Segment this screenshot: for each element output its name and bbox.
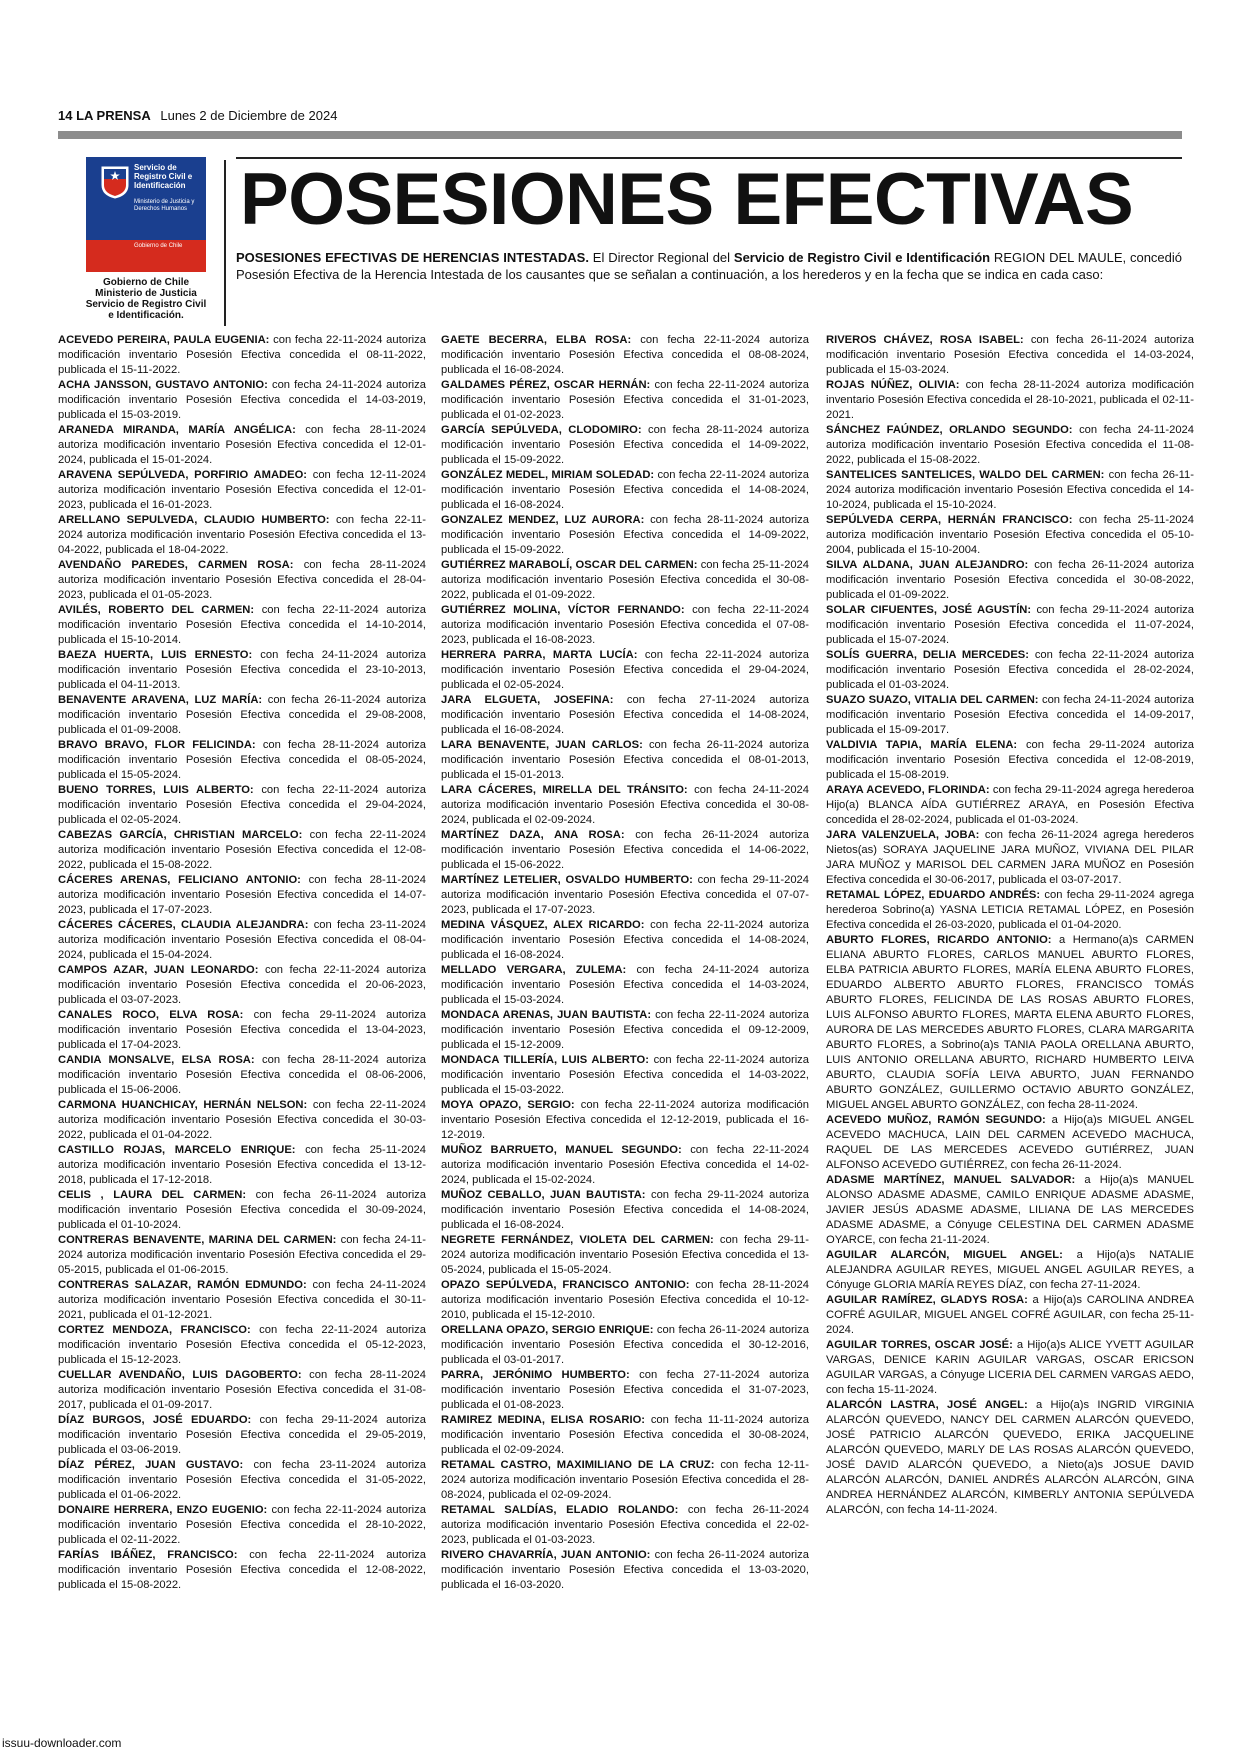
notice-text: con fecha 29-11-2024 autoriza modificación inventario Posesión Efectiva concedida el 14-08-2024, publicada el 16-08-2024. bbox=[441, 1189, 809, 1231]
notice-text: a Hijo(a)s MANUEL ALONSO ADASME ADASME, CAMILO ENRIQUE ADASME ADASME, JAVIER JESÚS ADASME ADASME, LILIANA DE LAS MERCEDES ADASME ADASME, a Cónyuge CELESTINA DEL CARMEN ADASME OYARCE, con fecha 21-11-2024. bbox=[826, 1174, 1194, 1246]
notice-text: con fecha 24-11-2024 autoriza modificación inventario Posesión Efectiva concedida el 30-08-2024, publicada el 02-09-2024. bbox=[441, 784, 809, 826]
decedent-name: GARCÍA SEPÚLVEDA, CLODOMIRO: bbox=[441, 424, 642, 436]
notice-entry bbox=[826, 468, 1194, 513]
notice-entry bbox=[58, 828, 426, 873]
decedent-name: LARA CÁCERES, MIRELLA DEL TRÁNSITO: bbox=[441, 784, 688, 796]
notice-text: con fecha 26-11-2024 autoriza modificación inventario Posesión Efectiva concedida el 08-01-2013, publicada el 15-01-2013. bbox=[441, 739, 809, 781]
decedent-name: SANTELICES SANTELICES, WALDO DEL CARMEN: bbox=[826, 469, 1105, 481]
decedent-name: ACEVEDO MUÑOZ, RAMÓN SEGUNDO: bbox=[826, 1114, 1046, 1126]
notice-text: con fecha 23-11-2024 autoriza modificación inventario Posesión Efectiva concedida el 31-05-2022, publicada el 01-06-2022. bbox=[58, 1459, 426, 1501]
notice-entry bbox=[441, 1143, 809, 1188]
decedent-name: AVILÉS, ROBERTO DEL CARMEN: bbox=[58, 604, 255, 616]
notice-entry bbox=[826, 423, 1194, 468]
decedent-name: ALARCÓN LASTRA, JOSÉ ANGEL: bbox=[826, 1399, 1028, 1411]
caption-line: Servicio de Registro Civil bbox=[85, 299, 207, 310]
decedent-name: RETAMAL LÓPEZ, EDUARDO ANDRÉS: bbox=[826, 889, 1041, 901]
logo-ministry: Ministerio de Justicia y Derechos Humanos bbox=[134, 199, 195, 212]
notice-text: con fecha 24-11-2024 autoriza modificación inventario Posesión Efectiva concedida el 23-10-2013, publicada el 04-11-2013. bbox=[58, 649, 426, 691]
decedent-name: BENAVENTE ARAVENA, LUZ MARÍA: bbox=[58, 694, 263, 706]
notice-text: con fecha 22-11-2024 autoriza modificación inventario Posesión Efectiva concedida el 28-10-2022, publicada el 02-11-2022. bbox=[58, 1504, 426, 1546]
notice-entry bbox=[441, 1188, 809, 1233]
decedent-name: CONTRERAS SALAZAR, RAMÓN EDMUNDO: bbox=[58, 1279, 307, 1291]
decedent-name: ARELLANO SEPULVEDA, CLAUDIO HUMBERTO: bbox=[58, 514, 330, 526]
notice-entry bbox=[826, 693, 1194, 738]
notice-text: con fecha 26-11-2024 autoriza modificación inventario Posesión Efectiva concedida el 29-08-2008, publicada el 01-09-2008. bbox=[58, 694, 427, 736]
decedent-name: CUELLAR AVENDAÑO, LUIS DAGOBERTO: bbox=[58, 1369, 302, 1381]
notice-text: con fecha 22-11-2024 autoriza modificación inventario Posesión Efectiva concedida el 13-04-2022, publicada el 18-04-2022. bbox=[58, 514, 426, 556]
notice-text: con fecha 28-11-2024 autoriza modificación inventario Posesión Efectiva concedida el 10-12-2010, publicada el 15-12-2010. bbox=[441, 1279, 809, 1321]
notice-text: con fecha 29-11-2024 autoriza modificación inventario Posesión Efectiva concedida el 11-07-2024, publicada el 15-07-2024. bbox=[826, 604, 1194, 646]
notice-entry bbox=[441, 333, 809, 378]
source-watermark: issuu-downloader.com bbox=[2, 1736, 122, 1750]
logo-government: Gobierno de Chile bbox=[134, 243, 183, 249]
registro-civil-logo bbox=[86, 157, 206, 272]
decedent-name: MELLADO VERGARA, ZULEMA: bbox=[441, 964, 627, 976]
decedent-name: MUÑOZ BARRUETO, MANUEL SEGUNDO: bbox=[441, 1144, 682, 1156]
decedent-name: DÍAZ PÉREZ, JUAN GUSTAVO: bbox=[58, 1459, 244, 1471]
notice-text: con fecha 29-11-2024 autoriza modificación inventario Posesión Efectiva concedida el 29-05-2019, publicada el 03-06-2019. bbox=[58, 1414, 426, 1456]
notice-entry bbox=[826, 828, 1194, 888]
decedent-name: SOLÍS GUERRA, DELIA MERCEDES: bbox=[826, 649, 1029, 661]
notice-entry bbox=[58, 1053, 426, 1098]
notice-entry bbox=[826, 1173, 1194, 1248]
notice-entry bbox=[58, 1233, 426, 1278]
page-folio bbox=[58, 108, 337, 123]
notice-entry bbox=[58, 918, 426, 963]
decedent-name: SOLAR CIFUENTES, JOSÉ AGUSTÍN: bbox=[826, 604, 1032, 616]
notice-entry bbox=[58, 738, 426, 783]
notice-entry bbox=[826, 933, 1194, 1113]
notice-text: con fecha 26-11-2024 autoriza modificación inventario Posesión Efectiva concedida el 13-03-2020, publicada el 16-03-2020. bbox=[441, 1549, 809, 1591]
notice-entry bbox=[441, 513, 809, 558]
notice-entry bbox=[58, 1503, 426, 1548]
decedent-name: ADASME MARTÍNEZ, MANUEL SALVADOR: bbox=[826, 1174, 1076, 1186]
notice-entry bbox=[441, 1548, 809, 1593]
decedent-name: ARANEDA MIRANDA, MARÍA ANGÉLICA: bbox=[58, 424, 296, 436]
notice-text: con fecha 27-11-2024 autoriza modificación inventario Posesión Efectiva concedida el 14-08-2024, publicada el 16-08-2024. bbox=[441, 694, 809, 736]
notice-text: con fecha 26-11-2024 autoriza modificación inventario Posesión Efectiva concedida el 14-10-2024, publicada el 15-10-2024. bbox=[826, 469, 1194, 511]
notice-entry bbox=[58, 783, 426, 828]
decedent-name: MEDINA VÁSQUEZ, ALEX RICARDO: bbox=[441, 919, 645, 931]
notice-text: con fecha 22-11-2024 autoriza modificación inventario Posesión Efectiva concedida el 30-03-2022, publicada el 01-04-2022. bbox=[58, 1099, 426, 1141]
intro-lead: POSESIONES EFECTIVAS DE HERENCIAS INTESTADAS. bbox=[236, 250, 589, 265]
decedent-name: AVENDAÑO PAREDES, CARMEN ROSA: bbox=[58, 559, 294, 571]
intro-text-1: El Director Regional del bbox=[588, 250, 734, 265]
header-divider bbox=[224, 160, 226, 326]
notice-text: con fecha 26-11-2024 autoriza modificación inventario Posesión Efectiva concedida el 30-09-2024, publicada el 01-10-2024. bbox=[58, 1189, 426, 1231]
decedent-name: ORELLANA OPAZO, SERGIO ENRIQUE: bbox=[441, 1324, 654, 1336]
decedent-name: FARÍAS IBÁÑEZ, FRANCISCO: bbox=[58, 1549, 238, 1561]
decedent-name: MARTÍNEZ DAZA, ANA ROSA: bbox=[441, 829, 625, 841]
notice-entry bbox=[826, 1338, 1194, 1398]
notice-entry bbox=[826, 1248, 1194, 1293]
notice-text: con fecha 22-11-2024 autoriza modificación inventario Posesión Efectiva concedida el 14-10-2014, publicada el 15-10-2014. bbox=[58, 604, 426, 646]
notice-text: con fecha 22-11-2024 autoriza modificación inventario Posesión Efectiva concedida el 08-08-2024, publicada el 16-08-2024. bbox=[441, 334, 809, 376]
decedent-name: LARA BENAVENTE, JUAN CARLOS: bbox=[441, 739, 643, 751]
decedent-name: MONDACA TILLERÍA, LUIS ALBERTO: bbox=[441, 1054, 649, 1066]
caption-line: Gobierno de Chile bbox=[102, 277, 190, 288]
notice-entry bbox=[58, 603, 426, 648]
notice-text: con fecha 22-11-2024 autoriza modificación inventario Posesión Efectiva concedida el 14-03-2022, publicada el 15-03-2022. bbox=[441, 1054, 809, 1096]
decedent-name: GUTIÉRREZ MOLINA, VÍCTOR FERNANDO: bbox=[441, 604, 685, 616]
decedent-name: GONZALEZ MENDEZ, LUZ AURORA: bbox=[441, 514, 645, 526]
decedent-name: MOYA OPAZO, SERGIO: bbox=[441, 1099, 575, 1111]
notice-text: con fecha 28-11-2024 autoriza modificación inventario Posesión Efectiva concedida el 08-06-2006, publicada el 15-06-2006. bbox=[58, 1054, 426, 1096]
decedent-name: RAMIREZ MEDINA, ELISA ROSARIO: bbox=[441, 1414, 646, 1426]
decedent-name: DÍAZ BURGOS, JOSÉ EDUARDO: bbox=[58, 1414, 252, 1426]
notice-text: con fecha 26-11-2024 agrega herederos Nietos(as) SORAYA JAQUELINE JARA MUÑOZ, VIVIANA DEL PILAR JARA MUÑOZ y MARISOL DEL CARMEN JARA MUÑOZ en Posesión Efectiva concedida el 30-06-2017, publicada el 03-07-2017. bbox=[826, 829, 1194, 886]
decedent-name: ABURTO FLORES, RICARDO ANTONIO: bbox=[826, 934, 1052, 946]
decedent-name: CÁCERES ARENAS, FELICIANO ANTONIO: bbox=[58, 874, 301, 886]
notice-entry bbox=[441, 648, 809, 693]
notice-entry bbox=[826, 783, 1194, 828]
decedent-name: BAEZA HUERTA, LUIS ERNESTO: bbox=[58, 649, 253, 661]
decedent-name: PARRA, JERÓNIMO HUMBERTO: bbox=[441, 1369, 630, 1381]
notice-text: con fecha 28-11-2024 autoriza modificación inventario Posesión Efectiva concedida el 28-04-2023, publicada el 01-05-2023. bbox=[58, 559, 426, 601]
notice-text: con fecha 11-11-2024 autoriza modificación inventario Posesión Efectiva concedida el 30-08-2024, publicada el 02-09-2024. bbox=[441, 1414, 809, 1456]
notice-text: con fecha 22-11-2024 autoriza modificación inventario Posesión Efectiva concedida el 05-12-2023, publicada el 15-12-2023. bbox=[58, 1324, 426, 1366]
column-3 bbox=[826, 333, 1194, 1518]
intro-paragraph bbox=[236, 249, 1182, 283]
notice-text: a Hijo(a)s CAROLINA ANDREA COFRÉ AGUILAR, MIGUEL ANGEL COFRÉ AGUILAR, con fecha 25-11-2024. bbox=[826, 1294, 1194, 1336]
notice-text: con fecha 22-11-2024 autoriza modificación inventario Posesión Efectiva concedida el 12-08-2022, publicada el 15-08-2022. bbox=[58, 829, 426, 871]
page-title: POSESIONES EFECTIVAS bbox=[240, 159, 1134, 240]
decedent-name: DONAIRE HERRERA, ENZO EUGENIO: bbox=[58, 1504, 268, 1516]
notice-text: con fecha 29-11-2024 autoriza modificación inventario Posesión Efectiva concedida el 13-05-2024, publicada el 15-05-2024. bbox=[441, 1234, 809, 1276]
notice-entry bbox=[58, 1323, 426, 1368]
notice-entry bbox=[826, 333, 1194, 378]
notice-entry bbox=[58, 468, 426, 513]
notice-text: con fecha 25-11-2024 autoriza modificación inventario Posesión Efectiva concedida el 05-10-2004, publicada el 15-10-2004. bbox=[826, 514, 1194, 556]
notice-text: a Hijo(a)s NATALIE ALEJANDRA AGUILAR REYES, MIGUEL ANGEL AGUILAR REYES, a Cónyuge GLORIA MARÍA REYES DÍAZ, con fecha 27-11-2024. bbox=[826, 1249, 1194, 1291]
notice-entry bbox=[826, 1113, 1194, 1173]
notice-entry bbox=[58, 1008, 426, 1053]
notice-text: con fecha 24-11-2024 autoriza modificación inventario Posesión Efectiva concedida el 29-05-2015, publicada el 01-06-2015. bbox=[58, 1234, 426, 1276]
caption-line: e Identificación. bbox=[108, 310, 184, 321]
notice-text: con fecha 29-11-2024 autoriza modificación inventario Posesión Efectiva concedida el 12-08-2019, publicada el 15-08-2019. bbox=[826, 739, 1194, 781]
notice-entry bbox=[58, 1098, 426, 1143]
notice-text: con fecha 22-11-2024 autoriza modificación inventario Posesión Efectiva concedida el 29-04-2024, publicada el 02-05-2024. bbox=[58, 784, 426, 826]
notice-text: con fecha 28-11-2024 autoriza modificación inventario Posesión Efectiva concedida el 31-08-2017, publicada el 01-09-2017. bbox=[58, 1369, 426, 1411]
logo-caption bbox=[76, 277, 216, 321]
notice-entry bbox=[58, 1143, 426, 1188]
decedent-name: CANDIA MONSALVE, ELSA ROSA: bbox=[58, 1054, 255, 1066]
notice-text: con fecha 28-11-2024 autoriza modificación inventario Posesión Efectiva concedida el 14-09-2022, publicada el 15-09-2022. bbox=[441, 514, 809, 556]
decedent-name: CABEZAS GARCÍA, CHRISTIAN MARCELO: bbox=[58, 829, 303, 841]
decedent-name: AGUILAR TORRES, OSCAR JOSÉ: bbox=[826, 1339, 1013, 1351]
notice-text: con fecha 28-11-2024 autoriza modificación inventario Posesión Efectiva concedida el 08-05-2024, publicada el 15-05-2024. bbox=[58, 739, 426, 781]
notice-entry bbox=[441, 1098, 809, 1143]
decedent-name: CÁCERES CÁCERES, CLAUDIA ALEJANDRA: bbox=[58, 919, 309, 931]
notice-text: con fecha 25-11-2024 autoriza modificación inventario Posesión Efectiva concedida el 13-12-2018, publicada el 17-12-2018. bbox=[58, 1144, 426, 1186]
decedent-name: CARMONA HUANCHICAY, HERNÁN NELSON: bbox=[58, 1099, 308, 1111]
column-2 bbox=[441, 333, 809, 1593]
issue-date: Lunes 2 de Diciembre de 2024 bbox=[160, 108, 338, 123]
decedent-name: CANALES ROCO, ELVA ROSA: bbox=[58, 1009, 244, 1021]
notice-entry bbox=[441, 738, 809, 783]
notice-text: con fecha 28-11-2024 autoriza modificación inventario Posesión Efectiva concedida el 14-07-2023, publicada el 17-07-2023. bbox=[58, 874, 426, 916]
notice-text: con fecha 26-11-2024 autoriza modificación inventario Posesión Efectiva concedida el 30-12-2016, publicada el 03-01-2017. bbox=[441, 1324, 809, 1366]
notice-entry bbox=[441, 873, 809, 918]
decedent-name: ACHA JANSSON, GUSTAVO ANTONIO: bbox=[58, 379, 268, 391]
notice-text: con fecha 24-11-2024 autoriza modificación inventario Posesión Efectiva concedida el 14-03-2019, publicada el 15-03-2019. bbox=[58, 379, 426, 421]
notice-entry bbox=[826, 648, 1194, 693]
coat-of-arms-icon bbox=[100, 165, 130, 199]
decedent-name: ARAVENA SEPÚLVEDA, PORFIRIO AMADEO: bbox=[58, 469, 308, 481]
notice-text: con fecha 23-11-2024 autoriza modificación inventario Posesión Efectiva concedida el 08-04-2024, publicada el 15-04-2024. bbox=[58, 919, 426, 961]
notice-text: con fecha 24-11-2024 autoriza modificación inventario Posesión Efectiva concedida el 30-11-2021, publicada el 01-12-2021. bbox=[58, 1279, 426, 1321]
notice-text: con fecha 22-11-2024 autoriza modificación inventario Posesión Efectiva concedida el 09-12-2009, publicada el 15-12-2009. bbox=[441, 1009, 809, 1051]
decedent-name: GALDAMES PÉREZ, OSCAR HERNÁN: bbox=[441, 379, 651, 391]
notice-text: con fecha 25-11-2024 autoriza modificación inventario Posesión Efectiva concedida el 30-08-2022, publicada el 01-09-2022. bbox=[441, 559, 809, 601]
notice-entry bbox=[441, 1458, 809, 1503]
notice-entry bbox=[58, 513, 426, 558]
notice-text: con fecha 26-11-2024 autoriza modificación inventario Posesión Efectiva concedida el 30-08-2022, publicada el 01-09-2022. bbox=[826, 559, 1194, 601]
notice-entry bbox=[441, 828, 809, 873]
notice-text: con fecha 22-11-2024 autoriza modificación inventario Posesión Efectiva concedida el 12-08-2022, publicada el 15-08-2022. bbox=[58, 1549, 426, 1591]
notice-text: con fecha 27-11-2024 autoriza modificación inventario Posesión Efectiva concedida el 31-07-2023, publicada el 01-08-2023. bbox=[441, 1369, 809, 1411]
notice-text: con fecha 22-11-2024 autoriza modificación inventario Posesión Efectiva concedida el 14-02-2024, publicada el 15-02-2024. bbox=[441, 1144, 809, 1186]
notice-entry bbox=[441, 1503, 809, 1548]
notice-text: con fecha 28-11-2024 autoriza modificación inventario Posesión Efectiva concedida el 14-09-2022, publicada el 15-09-2022. bbox=[441, 424, 809, 466]
notice-text: con fecha 22-11-2024 autoriza modificación inventario Posesión Efectiva concedida el 08-11-2022, publicada el 15-11-2022. bbox=[58, 334, 426, 376]
decedent-name: CASTILLO ROJAS, MARCELO ENRIQUE: bbox=[58, 1144, 296, 1156]
notice-text: a Hermano(a)s CARMEN ELIANA ABURTO FLORES, CARLOS MANUEL ABURTO FLORES, ELBA PATRICIA ABURTO FLORES, MARÍA ELENA ABURTO FLORES, EDUARDO ALBERTO ABURTO FLORES, FRANCISCO TOMÁS ABURTO FLORES, FELICINDA DE LAS ROSAS ABURTO FLORES, LUIS ALFONSO ABURTO FLORES, MARTA ELENA ABURTO FLORES, AURORA DE LAS MERCEDES ABURTO FLORES, CLARA MARGARITA ABURTO FLORES, a Sobrino(a)s TANIA PAOLA ORELLANA ABURTO, LUIS ANTONIO ORELLANA ABURTO, RICHARD HUMBERTO LEIVA ABURTO, CLAUDIA SOFÍA LEIVA ABURTO, JUAN FERNANDO ABURTO GONZÁLEZ, GUILLERMO OCTAVIO ABURTO GONZÁLEZ, MIGUEL ANGEL ABURTO GONZÁLEZ, con fecha 28-11-2024. bbox=[826, 934, 1195, 1111]
notice-text: con fecha 12-11-2024 autoriza modificación inventario Posesión Efectiva concedida el 12-01-2023, publicada el 16-01-2023. bbox=[58, 469, 426, 511]
notice-entry bbox=[58, 378, 426, 423]
notice-entry bbox=[441, 378, 809, 423]
notice-entry bbox=[826, 1398, 1194, 1518]
decedent-name: GAETE BECERRA, ELBA ROSA: bbox=[441, 334, 632, 346]
decedent-name: GONZÁLEZ MEDEL, MIRIAM SOLEDAD: bbox=[441, 469, 655, 481]
notice-entry bbox=[441, 558, 809, 603]
notice-text: con fecha 26-11-2024 autoriza modificación inventario Posesión Efectiva concedida el 22-02-2023, publicada el 01-03-2023. bbox=[441, 1504, 809, 1546]
notice-entry bbox=[58, 1413, 426, 1458]
decedent-name: RETAMAL SALDÍAS, ELADIO ROLANDO: bbox=[441, 1504, 679, 1516]
notice-text: con fecha 22-11-2024 autoriza modificación inventario Posesión Efectiva concedida el 12-12-2019, publicada el 16-12-2019. bbox=[441, 1099, 810, 1141]
notice-text: con fecha 22-11-2024 autoriza modificación inventario Posesión Efectiva concedida el 07-08-2023, publicada el 16-08-2023. bbox=[441, 604, 809, 646]
top-rule bbox=[58, 131, 1182, 139]
decedent-name: BUENO TORRES, LUIS ALBERTO: bbox=[58, 784, 254, 796]
notice-entry bbox=[58, 1458, 426, 1503]
decedent-name: VALDIVIA TAPIA, MARÍA ELENA: bbox=[826, 739, 1018, 751]
notice-entry bbox=[826, 738, 1194, 783]
notice-text: con fecha 22-11-2024 autoriza modificación inventario Posesión Efectiva concedida el 28-02-2024, publicada el 01-03-2024. bbox=[826, 649, 1194, 691]
caption-line: Ministerio de Justicia bbox=[95, 288, 197, 299]
notice-entry bbox=[58, 648, 426, 693]
notice-text: con fecha 26-11-2024 autoriza modificación inventario Posesión Efectiva concedida el 14-06-2022, publicada el 15-06-2022. bbox=[441, 829, 809, 871]
notice-entry bbox=[441, 1413, 809, 1458]
notice-entry bbox=[441, 603, 809, 648]
decedent-name: CORTEZ MENDOZA, FRANCISCO: bbox=[58, 1324, 251, 1336]
notice-text: con fecha 28-11-2024 autoriza modificación inventario Posesión Efectiva concedida el 28-10-2021, publicada el 02-11-2021. bbox=[826, 379, 1195, 421]
notice-text: con fecha 28-11-2024 autoriza modificación inventario Posesión Efectiva concedida el 12-01-2024, publicada el 15-01-2024. bbox=[58, 424, 426, 466]
decedent-name: GUTIÉRREZ MARABOLÍ, OSCAR DEL CARMEN: bbox=[441, 559, 698, 571]
notice-entry bbox=[826, 513, 1194, 558]
notice-entry bbox=[441, 693, 809, 738]
notice-entry bbox=[441, 1323, 809, 1368]
decedent-name: ROJAS NÚÑEZ, OLIVIA: bbox=[826, 379, 960, 391]
notice-text: con fecha 29-11-2024 agrega herederoa Hijo(a) BLANCA AÍDA GUTIÉRREZ ARAYA, en Posesión Efectiva concedida el 28-02-2024, publicada el 01-03-2024. bbox=[826, 784, 1194, 826]
notice-text: a Hijo(a)s MIGUEL ANGEL ACEVEDO MACHUCA, LAIN DEL CARMEN ACEVEDO MACHUCA, RAQUEL DE LAS MERCEDES ACEVEDO GUTIÉRREZ, JUAN ALFONSO ACEVEDO GUTIÉRREZ, con fecha 26-11-2024. bbox=[826, 1114, 1194, 1171]
notice-text: con fecha 22-11-2024 autoriza modificación inventario Posesión Efectiva concedida el 31-01-2023, publicada el 01-02-2023. bbox=[441, 379, 809, 421]
page-number: 14 bbox=[58, 108, 73, 123]
decedent-name: ACEVEDO PEREIRA, PAULA EUGENIA: bbox=[58, 334, 270, 346]
notice-entry bbox=[826, 888, 1194, 933]
notice-text: con fecha 24-11-2024 autoriza modificación inventario Posesión Efectiva concedida el 14-03-2024, publicada el 15-03-2024. bbox=[441, 964, 809, 1006]
notice-entry bbox=[441, 783, 809, 828]
notice-entry bbox=[441, 1233, 809, 1278]
publication-name: LA PRENSA bbox=[76, 108, 151, 123]
decedent-name: RETAMAL CASTRO, MAXIMILIANO DE LA CRUZ: bbox=[441, 1459, 715, 1471]
notice-entry bbox=[58, 873, 426, 918]
notice-entry bbox=[58, 693, 426, 738]
notice-text: con fecha 29-11-2024 autoriza modificación inventario Posesión Efectiva concedida el 07-07-2023, publicada el 17-07-2023. bbox=[441, 874, 809, 916]
notice-entry bbox=[826, 558, 1194, 603]
notice-entry bbox=[441, 1053, 809, 1098]
notice-text: con fecha 22-11-2024 autoriza modificación inventario Posesión Efectiva concedida el 14-08-2024, publicada el 16-08-2024. bbox=[441, 469, 809, 511]
notice-entry bbox=[58, 1278, 426, 1323]
decedent-name: AGUILAR ALARCÓN, MIGUEL ANGEL: bbox=[826, 1249, 1063, 1261]
logo-service-name: Servicio de Registro Civil e Identificación bbox=[134, 163, 193, 190]
notice-text: con fecha 29-11-2024 autoriza modificación inventario Posesión Efectiva concedida el 13-04-2023, publicada el 17-04-2023. bbox=[58, 1009, 426, 1051]
notice-text: con fecha 26-11-2024 autoriza modificación inventario Posesión Efectiva concedida el 14-03-2024, publicada el 15-03-2024. bbox=[826, 334, 1194, 376]
notice-entry bbox=[58, 1188, 426, 1233]
decedent-name: SILVA ALDANA, JUAN ALEJANDRO: bbox=[826, 559, 1029, 571]
column-1 bbox=[58, 333, 426, 1593]
notice-entry bbox=[58, 963, 426, 1008]
decedent-name: CAMPOS AZAR, JUAN LEONARDO: bbox=[58, 964, 259, 976]
decedent-name: JARA VALENZUELA, JOBA: bbox=[826, 829, 980, 841]
decedent-name: SÁNCHEZ FAÚNDEZ, ORLANDO SEGUNDO: bbox=[826, 424, 1073, 436]
decedent-name: OPAZO SEPÚLVEDA, FRANCISCO ANTONIO: bbox=[441, 1279, 690, 1291]
intro-service: Servicio de Registro Civil e Identificación bbox=[733, 250, 991, 265]
notice-entry bbox=[441, 468, 809, 513]
notice-text: con fecha 24-11-2024 autoriza modificación inventario Posesión Efectiva concedida el 11-08-2022, publicada el 15-08-2022. bbox=[826, 424, 1194, 466]
notice-entry bbox=[441, 1368, 809, 1413]
decedent-name: CONTRERAS BENAVENTE, MARINA DEL CARMEN: bbox=[58, 1234, 337, 1246]
notice-text: con fecha 24-11-2024 autoriza modificación inventario Posesión Efectiva concedida el 14-09-2017, publicada el 15-09-2017. bbox=[826, 694, 1194, 736]
decedent-name: SUAZO SUAZO, VITALIA DEL CARMEN: bbox=[826, 694, 1039, 706]
notice-entry bbox=[441, 423, 809, 468]
notice-entry bbox=[58, 1548, 426, 1593]
notice-entry bbox=[58, 558, 426, 603]
notice-entry bbox=[826, 378, 1194, 423]
decedent-name: BRAVO BRAVO, FLOR FELICINDA: bbox=[58, 739, 256, 751]
notice-entry bbox=[441, 1278, 809, 1323]
notice-text: a Hijo(a)s INGRID VIRGINIA ALARCÓN QUEVEDO, NANCY DEL CARMEN ALARCÓN QUEVEDO, JOSÉ PATRICIO ALARCÓN QUEVEDO, ERIKA JACQUELINE ALARCÓN QUEVEDO, MARLY DE LAS ROSAS ALARCÓN QUEVEDO, JOSÉ DAVID ALARCÓN QUEVEDO, a Nieto(a)s JOSUE DAVID ALARCÓN ALARCÓN, DANIEL ANDRÉS ALARCÓN ALARCÓN, GINA ANDREA HERNÁNDEZ ALARCÓN, KIMBERLY ANTONIA SEPÚLVEDA ALARCÓN, con fecha 14-11-2024. bbox=[826, 1399, 1194, 1516]
notice-entry bbox=[441, 963, 809, 1008]
decedent-name: NEGRETE FERNÁNDEZ, VIOLETA DEL CARMEN: bbox=[441, 1234, 714, 1246]
decedent-name: RIVERO CHAVARRÍA, JUAN ANTONIO: bbox=[441, 1549, 651, 1561]
notice-text: con fecha 12-11-2024 autoriza modificación inventario Posesión Efectiva concedida el 28-08-2024, publicada el 02-09-2024. bbox=[441, 1459, 809, 1501]
decedent-name: CELIS , LAURA DEL CARMEN: bbox=[58, 1189, 247, 1201]
notice-entry bbox=[826, 603, 1194, 648]
decedent-name: JARA ELGUETA, JOSEFINA: bbox=[441, 694, 614, 706]
notice-entry bbox=[441, 1008, 809, 1053]
notice-entry bbox=[441, 918, 809, 963]
notice-text: con fecha 22-11-2024 autoriza modificación inventario Posesión Efectiva concedida el 29-04-2024, publicada el 02-05-2024. bbox=[441, 649, 809, 691]
notice-text: a Hijo(a)s ALICE YVETT AGUILAR VARGAS, DENICE KARIN AGUILAR VARGAS, OSCAR ERICSON AGUILAR VARGAS, a Cónyuge LICERIA DEL CARMEN VARGAS AEDO, con fecha 15-11-2024. bbox=[826, 1339, 1194, 1396]
decedent-name: ARAYA ACEVEDO, FLORINDA: bbox=[826, 784, 990, 796]
decedent-name: MUÑOZ CEBALLO, JUAN BAUTISTA: bbox=[441, 1189, 646, 1201]
notice-text: con fecha 22-11-2024 autoriza modificación inventario Posesión Efectiva concedida el 20-06-2023, publicada el 03-07-2023. bbox=[58, 964, 426, 1006]
decedent-name: RIVEROS CHÁVEZ, ROSA ISABEL: bbox=[826, 334, 1024, 346]
intro-text-2: REGION DEL MAULE, concedió Posesión Efectiva de la Herencia Intestada de los causantes que se señalan a continuación, a los herederos y en la fecha que se indica en cada caso: bbox=[236, 250, 1182, 282]
notice-entry bbox=[58, 333, 426, 378]
decedent-name: MARTÍNEZ LETELIER, OSVALDO HUMBERTO: bbox=[441, 874, 693, 886]
decedent-name: AGUILAR RAMÍREZ, GLADYS ROSA: bbox=[826, 1294, 1028, 1306]
notice-entry bbox=[58, 1368, 426, 1413]
decedent-name: HERRERA PARRA, MARTA LUCÍA: bbox=[441, 649, 638, 661]
decedent-name: MONDACA ARENAS, JUAN BAUTISTA: bbox=[441, 1009, 652, 1021]
notice-entry bbox=[826, 1293, 1194, 1338]
decedent-name: SEPÚLVEDA CERPA, HERNÁN FRANCISCO: bbox=[826, 514, 1073, 526]
notice-text: con fecha 29-11-2024 agrega herederoa Sobrino(a) YASNA LETICIA RETAMAL LÓPEZ, en Posesión Efectiva concedida el 26-03-2020, publicada el 01-04-2020. bbox=[826, 889, 1194, 931]
notice-text: con fecha 22-11-2024 autoriza modificación inventario Posesión Efectiva concedida el 14-08-2024, publicada el 16-08-2024. bbox=[441, 919, 809, 961]
notice-entry bbox=[58, 423, 426, 468]
